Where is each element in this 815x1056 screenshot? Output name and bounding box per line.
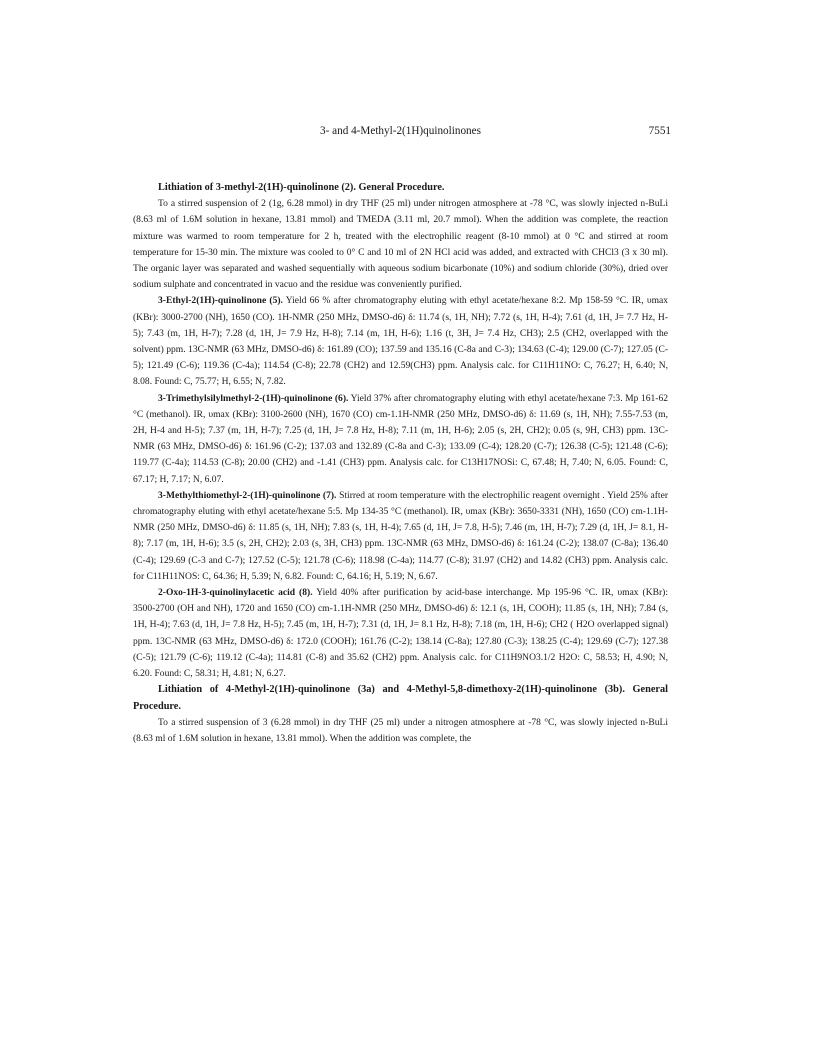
procedure-paragraph: To a stirred suspension of 3 (6.28 mmol) in dry THF (25 ml) under a nitrogen atmosphere at -78 °C, was slowly injected n-BuLi (8.63 ml of 1.6M solution in hexane, 13.81 mmol). When the addition was complete, the <box>133 716 668 744</box>
procedure-paragraph: To a stirred suspension of 2 (1g, 6.28 mmol) in dry THF (25 ml) under nitrogen atmosphere at -78 °C, was slowly injected n-BuLi (8.63 ml of 1.6M solution in hexane, 13.81 mmol) and TMEDA (3.11 ml, 20.7 mmol). When the addition was complete, the reaction mixture was warmed to room temperature for 2 h, treated with the electrophilic reagent (8-10 mmol) at 0 °C and stirred at room temperature for 15-30 min. The mixture was cooled to 0° C and 10 ml of 2N HCl acid was added, and extracted with CHCl3 (3 x 30 ml). The organic layer was separated and washed sequentially with aqueous sodium bicarbonate (10%) and sodium chloride (30%), dried over sodium sulphate and concentrated in vacuo and the residue was conveniently purified. <box>133 198 668 291</box>
running-title: 3- and 4-Methyl-2(1H)quinolinones <box>320 125 481 137</box>
page-number: 7551 <box>648 125 671 137</box>
compound-data: Stirred at room temperature with the electrophilic reagent overnight . Yield 25% after chromatography eluting with ethyl acetate/hexane 5:5. Mp 134-35 °C (methanol). IR, υmax (KBr): 3650-3331 (NH), 1650 (CO) cm-1.1H-NMR (250 MHz, DMSO-d6) δ: 11.85 (s, 1H, NH); 7.83 (s, 1H, H-4); 7.65 (d, 1H, J= 7.8, H-5); 7.46 (m, 1H, H-7); 7.29 (d, 1H, J= 8.1, H-8); 7.17 (m, 1H, H-6); 3.5 (s, 2H, CH2); 2.03 (s, 3H, CH3) ppm. 13C-NMR (63 MHz, DMSO-d6) δ: 161.24 (C-2); 138.07 (C-8a); 136.40 (C-4); 129.69 (C-3 and C-7); 127.52 (C-5); 121.78 (C-6); 118.98 (C-4a); 114.77 (C-8); 31.97 (CH2) and 14.82 (CH3) ppm. Analysis calc. for C11H11NOS: C, 64.36; H, 5.39; N, 6.82. Found: C, 64.16; H, 5.19; N, 6.67. <box>133 489 668 582</box>
compound-entry <box>133 585 668 682</box>
compound-data: Yield 40% after purification by acid-base interchange. Mp 195-96 °C. IR, υmax (KBr): 3500-2700 (OH and NH), 1720 and 1650 (CO) cm-1.1H-NMR (250 MHz, DMSO-d6) δ: 12.1 (s, 1H, COOH); 11.85 (s, 1H, NH); 7.84 (s, 1H, H-4); 7.63 (d, 1H, J= 7.8 Hz, H-5); 7.45 (m, 1H, H-7); 7.31 (d, 1H, J= 8.1 Hz, H-8); 7.18 (m, 1H, H-6); CH2 ( H2O overlapped signal) ppm. 13C-NMR (63 MHz, DMSO-d6) δ: 172.0 (COOH); 161.76 (C-2); 138.14 (C-8a); 127.80 (C-3); 138.25 (C-4); 129.69 (C-7); 127.38 (C-5); 121.79 (C-6); 119.12 (C-4a); 114.81 (C-8) and 35.62 (CH2) ppm. Analysis calc. for C11H9NO3.1/2 H2O: C, 58.53; H, 4.90; N, 6.20. Found: C, 58.31; H, 4.81; N, 6.27. <box>133 587 669 680</box>
compound-name: 2-Oxo-1H-3-quinolinylacetic acid (8). <box>158 587 313 599</box>
compound-data: Yield 37% after chromatography eluting with ethyl acetate/hexane 7:3. Mp 161-62 °C (methanol). IR, υmax (KBr): 3100-2600 (NH), 1670 (CO) cm-1.1H-NMR (250 MHz, DMSO-d6) δ: 11.69 (s, 1H, NH); 7.55-7.53 (m, 2H, H-4 and H-5); 7.37 (m, 1H, H-7); 7.25 (d, 1H, J= 7.8 Hz, H-8); 7.11 (m, 1H, H-6); 2.05 (s, 2H, CH2); 0.05 (s, 9H, CH3) ppm. 13C-NMR (63 MHz, DMSO-d6) δ: 161.96 (C-2); 137.03 and 132.89 (C-8a and C-3); 133.09 (C-4); 128.20 (C-7); 126.38 (C-5); 121.48 (C-6); 119.77 (C-4a); 114.53 (C-8); 20.00 (CH2) and -1.41 (CH3) ppm. Analysis calc. for C13H17NOSi: C, 67.48; H, 7.40; N, 6.05. Found: C, 67.17; H, 7.17; N, 6.07. <box>133 392 668 485</box>
compound-name: 3-Trimethylsilylmethyl-2-(1H)-quinolinone (6). <box>158 392 349 404</box>
compound-data: Yield 66 % after chromatography eluting with ethyl acetate/hexane 8:2. Mp 158-59 °C. IR, υmax (KBr): 3000-2700 (NH), 1650 (CO). 1H-NMR (250 MHz, DMSO-d6) δ: 11.74 (s, 1H, NH); 7.72 (s, 1H, H-4); 7.61 (d, 1H, J= 7.7 Hz, H-5); 7.43 (m, 1H, H-7); 7.28 (d, 1H, J= 7.9 Hz, H-8); 7.14 (m, 1H, H-6); 1.16 (t, 3H, J= 7.4 Hz, CH3); 2.5 (CH2, overlapped with the solvent) ppm. 13C-NMR (63 MHz, DMSO-d6) δ: 161.89 (CO); 137.59 and 135.16 (C-8a and C-3); 134.63 (C-4); 129.00 (C-7); 127.05 (C-5); 121.49 (C-6); 119.36 (C-4a); 114.54 (C-8); 22.78 (CH2) and 12.59(CH3) ppm. Analysis calc. for C11H11NO: C, 76.27; H, 6.40; N, 8.08. Found: C, 75.77; H, 6.55; N, 7.82. <box>133 295 669 388</box>
compound-entry <box>133 391 668 488</box>
compound-entry <box>133 293 668 390</box>
running-header <box>133 125 671 141</box>
article-body <box>133 180 668 747</box>
compound-name: 3-Ethyl-2(1H)-quinolinone (5). <box>158 295 283 307</box>
compound-name: 3-Methylthiomethyl-2-(1H)-quinolinone (7). <box>158 489 337 501</box>
section-heading: Lithiation of 3-methyl-2(1H)-quinolinone (2). General Procedure. <box>158 182 445 193</box>
compound-entry <box>133 488 668 585</box>
section-heading: Lithiation of 4-Methyl-2(1H)-quinolinone (3a) and 4-Methyl-5,8-dimethoxy-2(1H)-quinolinone (3b). General Procedure. <box>133 684 668 712</box>
